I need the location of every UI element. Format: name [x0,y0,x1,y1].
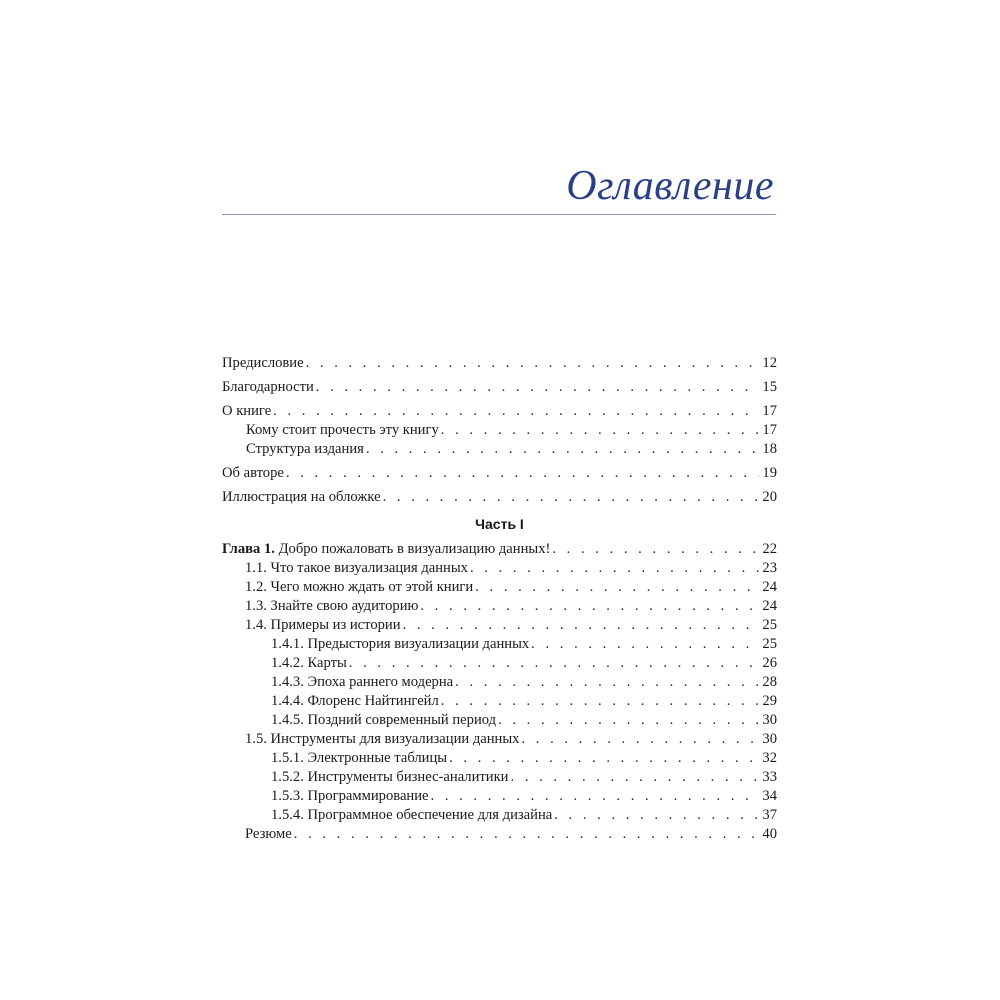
front-matter-list [222,354,777,507]
toc-page-number: 17 [762,403,777,419]
dot-leader [455,673,759,692]
toc-entry[interactable] [222,673,777,692]
dot-leader [431,787,759,806]
toc-entry[interactable] [222,578,777,597]
toc-page-number: 19 [762,465,777,481]
title-rule [222,214,776,215]
dot-leader [531,635,759,654]
toc-entry-title: Благодарности [222,379,314,395]
toc-entry-title: 1.4. Примеры из истории [245,617,401,633]
dot-leader [306,354,759,373]
toc-entry[interactable] [222,654,777,673]
toc-entry-title [222,540,552,559]
toc-page-number: 34 [762,788,777,804]
toc-entry-title: 1.3. Знайте свою аудиторию [245,598,419,614]
dot-leader [441,421,759,440]
toc-page-number: 20 [762,489,777,505]
toc-entry[interactable] [222,402,777,421]
toc-page-number: 12 [762,355,777,371]
toc-entry-title: Структура издания [246,441,364,457]
toc-entry[interactable] [222,711,777,730]
toc-page-number: 18 [762,441,777,457]
dot-leader [554,806,759,825]
dot-leader [475,578,759,597]
toc-page-number: 32 [762,750,777,766]
dot-leader [441,692,759,711]
toc-entry[interactable] [222,616,777,635]
toc-entry[interactable] [222,597,777,616]
toc-entry-title: 1.5.3. Программирование [271,788,429,804]
toc-entry-title: 1.2. Чего можно ждать от этой книги [245,579,474,595]
toc-entry-chapter-1[interactable] [222,540,777,559]
chapter-title: Добро пожаловать в визуализацию данных! [278,541,551,557]
toc-entry-title: 1.5.1. Электронные таблицы [271,750,448,766]
toc-entry[interactable] [222,440,777,459]
toc-entry[interactable] [222,730,777,749]
toc-entry[interactable] [222,787,777,806]
toc-entry-title: Об авторе [222,465,284,481]
toc-entry-title: Кому стоит прочесть эту книгу [246,422,439,438]
toc-entry[interactable] [222,464,777,483]
toc-entry-title: Предисловие [222,355,304,371]
toc-entry[interactable] [222,692,777,711]
toc-entry[interactable] [222,488,777,507]
dot-leader [420,597,759,616]
toc-entry[interactable] [222,354,777,373]
toc-entry[interactable] [222,825,777,844]
dot-leader [449,749,759,768]
toc-entry-title: 1.4.4. Флоренс Найтингейл [271,693,439,709]
dot-leader [521,730,759,749]
toc-entry[interactable] [222,378,777,397]
toc-entry-title: 1.4.3. Эпоха раннего модерна [271,674,454,690]
dot-leader [511,768,760,787]
dot-leader [349,654,759,673]
toc-page-number: 37 [762,807,777,823]
dot-leader [316,378,759,397]
chapter-label: Глава 1. [222,541,275,557]
toc-entry-title: О книге [222,403,272,419]
dot-leader [470,559,759,578]
toc-page-number: 22 [762,541,777,557]
dot-leader [286,464,759,483]
toc-entry[interactable] [222,635,777,654]
toc-page-number: 40 [762,826,777,842]
toc-page-number: 25 [762,636,777,652]
toc-page-number: 30 [762,712,777,728]
toc-page-number: 23 [762,560,777,576]
toc-entry-title: 1.4.2. Карты [271,655,347,671]
part-heading: Часть I [475,516,524,532]
dot-leader [552,540,759,559]
toc-page-number: 15 [762,379,777,395]
toc-page-number: 29 [762,693,777,709]
toc-page-number: 25 [762,617,777,633]
toc-entry-title: 1.5.4. Программное обеспечение для дизайна [271,807,553,823]
toc-entry[interactable] [222,749,777,768]
dot-leader [366,440,759,459]
toc-page-number: 30 [762,731,777,747]
toc-entry-title: Резюме [245,826,292,842]
toc-entry-title: 1.1. Что такое визуализация данных [245,560,468,576]
toc-entry[interactable] [222,421,777,440]
toc-page-number: 24 [762,579,777,595]
toc-entry-title: 1.5. Инструменты для визуализации данных [245,731,520,747]
dot-leader [498,711,759,730]
toc-entry-title: 1.4.5. Поздний современный период [271,712,497,728]
toc-page-number: 26 [762,655,777,671]
toc-page-number: 33 [762,769,777,785]
toc-page-number: 28 [762,674,777,690]
dot-leader [383,488,759,507]
dot-leader [403,616,759,635]
toc-entry-title: Иллюстрация на обложке [222,489,381,505]
toc-entry[interactable] [222,768,777,787]
toc-entry-title: 1.4.1. Предыстория визуализации данных [271,636,530,652]
chapter-list [222,540,777,844]
dot-leader [273,402,759,421]
toc-page-number: 17 [762,422,777,438]
toc-entry[interactable] [222,559,777,578]
toc-entry-title: 1.5.2. Инструменты бизнес-аналитики [271,769,509,785]
page-title: Оглавление [566,163,774,209]
dot-leader [294,825,759,844]
toc-page-number: 24 [762,598,777,614]
toc-entry[interactable] [222,806,777,825]
